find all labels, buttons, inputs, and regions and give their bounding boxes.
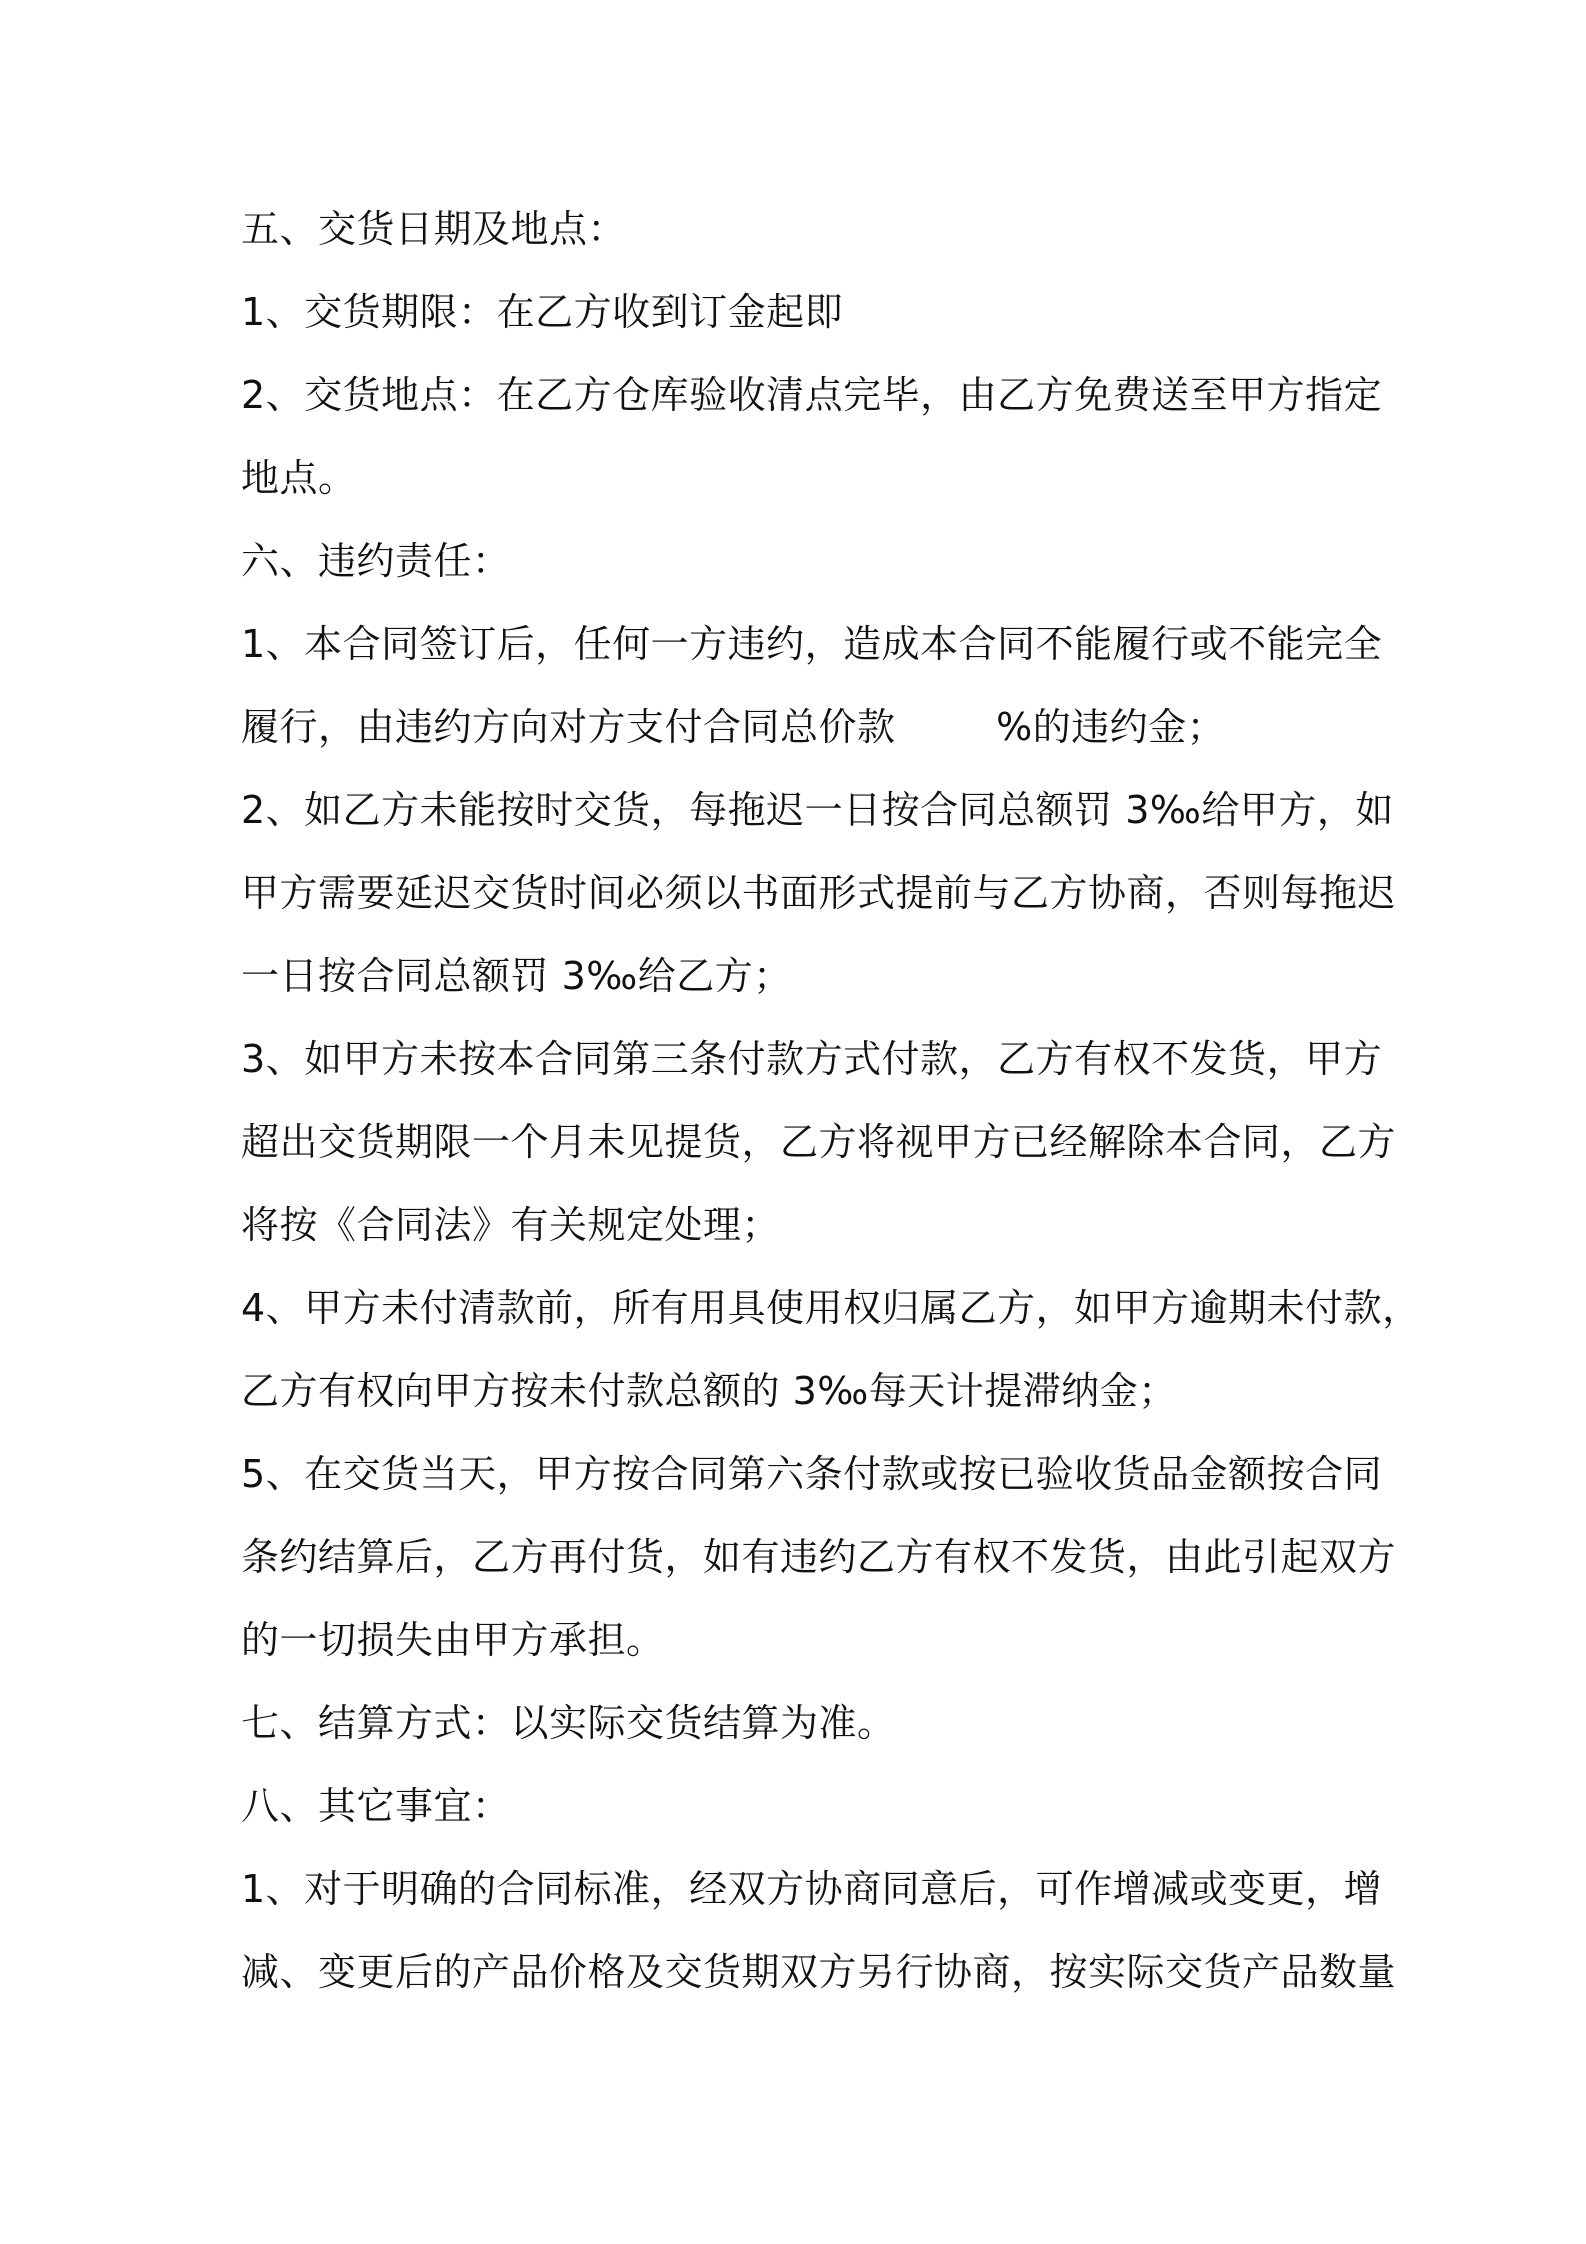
paragraph-line: 乙方有权向甲方按未付款总额的 3‰每天计提滞纳金； <box>241 1369 1177 1413</box>
paragraph-line: 4、甲方未付清款前，所有用具使用权归属乙方，如甲方逾期未付款， <box>241 1286 1421 1330</box>
paragraph-line: 5、在交货当天，甲方按合同第六条付款或按已验收货品金额按合同 <box>241 1452 1383 1496</box>
paragraph-line: 条约结算后，乙方再付货，如有违约乙方有权不发货，由此引起双方 <box>241 1535 1397 1579</box>
paragraph-line: 履行，由违约方向对方支付合同总价款 %的违约金； <box>241 705 1226 749</box>
paragraph-line: 1、本合同签订后，任何一方违约，造成本合同不能履行或不能完全 <box>241 622 1383 666</box>
paragraph-line: 1、对于明确的合同标准，经双方协商同意后，可作增减或变更，增 <box>241 1867 1383 1911</box>
paragraph-line: 2、交货地点：在乙方仓库验收清点完毕，由乙方免费送至甲方指定 <box>241 373 1383 417</box>
paragraph-line: 3、如甲方未按本合同第三条付款方式付款，乙方有权不发货，甲方 <box>241 1037 1383 1081</box>
paragraph-line: 将按《合同法》有关规定处理； <box>241 1203 781 1247</box>
paragraph-line: 1、交货期限：在乙方收到订金起即 <box>241 290 844 334</box>
paragraph-line: 地点。 <box>241 456 357 500</box>
heading-settlement: 七、结算方式：以实际交货结算为准。 <box>241 1701 896 1745</box>
paragraph-line: 的一切损失由甲方承担。 <box>241 1618 665 1662</box>
paragraph-line: 甲方需要延迟交货时间必须以书面形式提前与乙方协商，否则每拖迟 <box>241 871 1397 915</box>
heading-other-matters: 八、其它事宜： <box>241 1784 511 1828</box>
paragraph-line: 超出交货期限一个月未见提货，乙方将视甲方已经解除本合同，乙方 <box>241 1120 1397 1164</box>
paragraph-line: 减、变更后的产品价格及交货期双方另行协商，按实际交货产品数量 <box>241 1950 1397 1994</box>
paragraph-line: 一日按合同总额罚 3‰给乙方； <box>241 954 792 998</box>
paragraph-line: 2、如乙方未能按时交货，每拖迟一日按合同总额罚 3‰给甲方，如 <box>241 788 1394 832</box>
heading-breach: 六、违约责任： <box>241 539 511 583</box>
heading-delivery: 五、交货日期及地点： <box>241 207 627 251</box>
